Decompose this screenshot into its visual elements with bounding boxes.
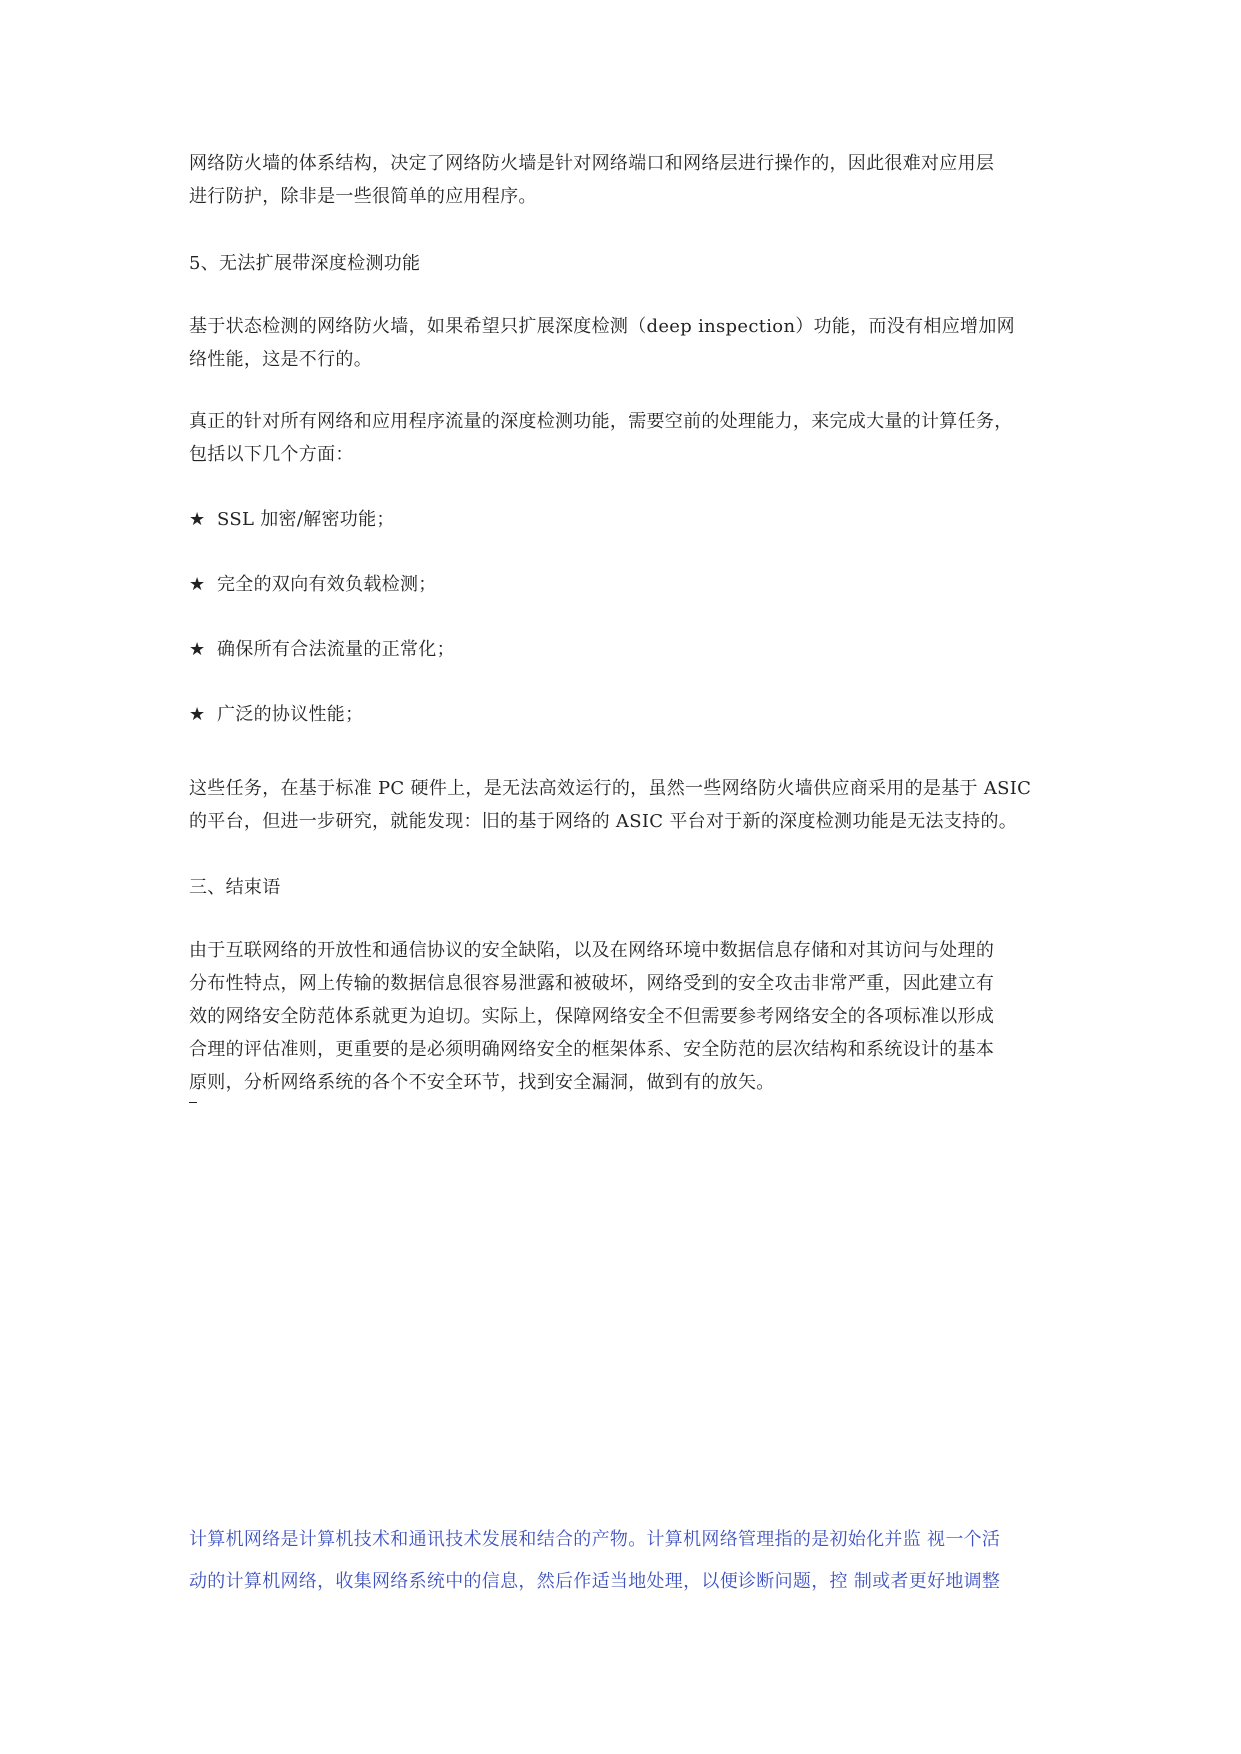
bullet-item (189, 568, 1029, 601)
star-bullet-icon: ★ (189, 704, 206, 725)
paragraph-line: 的平台，但进一步研究，就能发现：旧的基于网络的 ASIC 平台对于新的深度检测功能是无法支持的。 (189, 811, 1018, 832)
paragraph-asic-platform (189, 772, 1032, 838)
paragraph-line: 络性能，这是不行的。 (189, 349, 372, 370)
paragraph-stateful-inspection (189, 310, 1029, 376)
heading-conclusion (189, 871, 1029, 904)
star-bullet-icon: ★ (189, 509, 206, 530)
paragraph-firewall-architecture (189, 147, 1029, 213)
paragraph-line: 分布性特点，网上传输的数据信息很容易泄露和被破坏，网络受到的安全攻击非常严重，因此建立有 (189, 973, 995, 994)
paragraph-processing-power (189, 405, 1029, 471)
bullet-item (189, 633, 1029, 666)
heading-text: 三、结束语 (189, 877, 281, 898)
paragraph-line: 动的计算机网络，收集网络系统中的信息，然后作适当地处理，以便诊断问题，控 制或者更好地调整 (189, 1571, 1001, 1592)
paragraph-line: 合理的评估准则，更重要的是必须明确网络安全的框架体系、安全防范的层次结构和系统设计的基本 (189, 1039, 995, 1060)
dash-mark (189, 1102, 197, 1103)
star-bullet-icon: ★ (189, 639, 206, 660)
paragraph-line: 计算机网络是计算机技术和通讯技术发展和结合的产物。计算机网络管理指的是初始化并监 视一个活 (189, 1529, 1001, 1550)
bullet-item (189, 698, 1029, 731)
bullet-text: 广泛的协议性能； (217, 704, 364, 725)
heading-deep-inspection (189, 247, 1029, 280)
heading-text: 5、无法扩展带深度检测功能 (189, 253, 421, 274)
paragraph-line: 网络防火墙的体系结构，决定了网络防火墙是针对网络端口和网络层进行操作的，因此很难对应用层 (189, 153, 995, 174)
paragraph-line: 由于互联网络的开放性和通信协议的安全缺陷，以及在网络环境中数据信息存储和对其访问与处理的 (189, 940, 995, 961)
paragraph-conclusion (189, 934, 1029, 1099)
paragraph-line: 原则，分析网络系统的各个不安全环节，找到安全漏洞，做到有的放矢。 (189, 1072, 775, 1093)
paragraph-network-management (189, 1523, 1029, 1598)
bullet-item (189, 503, 1029, 536)
bullet-text: 确保所有合法流量的正常化； (217, 639, 455, 660)
paragraph-line: 真正的针对所有网络和应用程序流量的深度检测功能，需要空前的处理能力，来完成大量的计算任务， (189, 411, 1013, 432)
paragraph-line: 包括以下几个方面： (189, 444, 354, 465)
paragraph-line: 这些任务，在基于标准 PC 硬件上，是无法高效运行的，虽然一些网络防火墙供应商采用的是基于 ASIC (189, 778, 1032, 799)
paragraph-line: 效的网络安全防范体系就更为迫切。实际上，保障网络安全不但需要参考网络安全的各项标准以形成 (189, 1006, 995, 1027)
star-bullet-icon: ★ (189, 574, 206, 595)
bullet-text: 完全的双向有效负载检测； (217, 574, 437, 595)
paragraph-line: 进行防护，除非是一些很简单的应用程序。 (189, 186, 537, 207)
bullet-text: SSL 加密/解密功能； (217, 509, 395, 530)
paragraph-line: 基于状态检测的网络防火墙，如果希望只扩展深度检测（deep inspection）功能，而没有相应增加网 (189, 316, 1015, 337)
